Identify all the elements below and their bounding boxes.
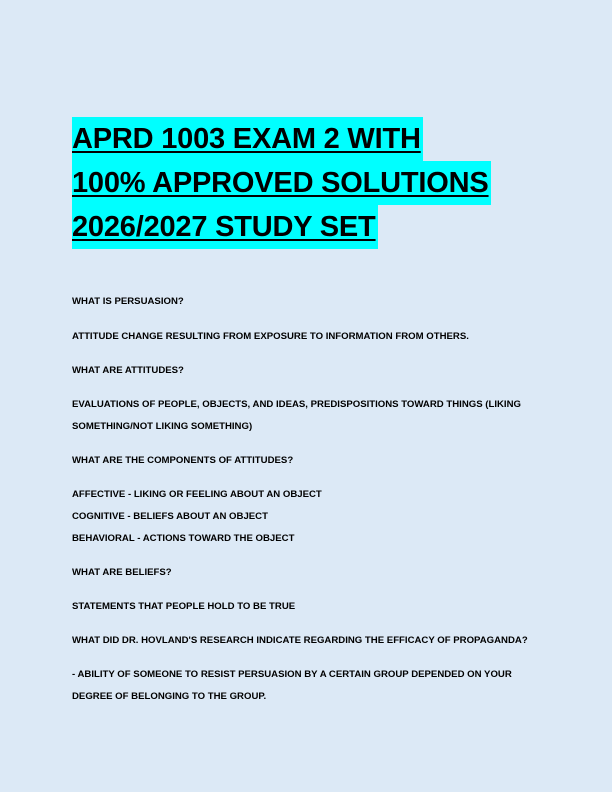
answer-persuasion: ATTITUDE CHANGE RESULTING FROM EXPOSURE TO INFORMATION FROM OTHERS. — [72, 331, 469, 342]
answer-beliefs: STATEMENTS THAT PEOPLE HOLD TO BE TRUE — [72, 601, 296, 612]
question-persuasion: WHAT IS PERSUASION? — [72, 296, 184, 307]
title-line-2: 100% APPROVED SOLUTIONS — [72, 161, 491, 205]
question-hovland: WHAT DID DR. HOVLAND'S RESEARCH INDICATE REGARDING THE EFFICACY OF PROPAGANDA? — [72, 635, 528, 646]
answer-hovland: - ABILITY OF SOMEONE TO RESIST PERSUASION BY A CERTAIN GROUP DEPENDED ON YOUR DEGREE OF BELONGING TO THE GROUP. — [72, 669, 512, 702]
question-attitudes: WHAT ARE ATTITUDES? — [72, 365, 184, 376]
document-title — [72, 117, 542, 249]
title-line-1: APRD 1003 EXAM 2 WITH — [72, 117, 423, 161]
title-line-3: 2026/2027 STUDY SET — [72, 205, 378, 249]
answer-components: AFFECTIVE - LIKING OR FEELING ABOUT AN OBJECT COGNITIVE - BELIEFS ABOUT AN OBJECT BEHAVIORAL - ACTIONS TOWARD THE OBJECT — [72, 489, 322, 544]
question-components: WHAT ARE THE COMPONENTS OF ATTITUDES? — [72, 455, 294, 466]
answer-attitudes: EVALUATIONS OF PEOPLE, OBJECTS, AND IDEAS, PREDISPOSITIONS TOWARD THINGS (LIKING SOMETHING/NOT LIKING SOMETHING) — [72, 399, 521, 432]
question-beliefs: WHAT ARE BELIEFS? — [72, 567, 172, 578]
